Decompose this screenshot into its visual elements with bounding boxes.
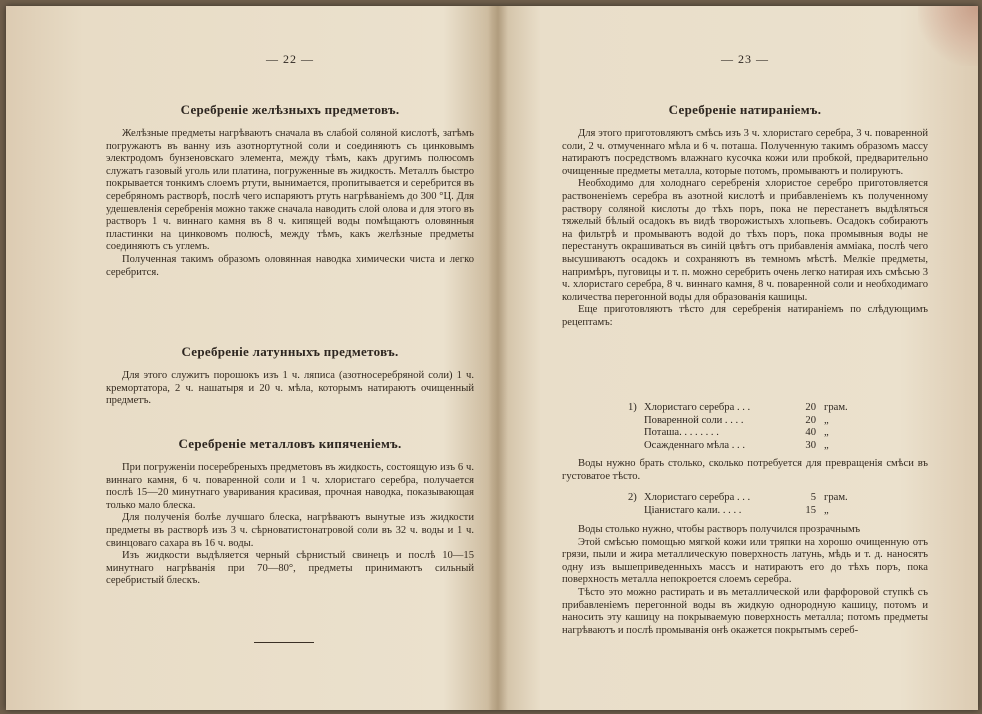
section-heading: Серебренiе натиранiемъ. [668, 102, 822, 117]
paragraph: Для полученiя болѣе лучшаго блеска, нагрѣваютъ вынутые изъ жидкости предметы въ растворѣ изъ 3 ч. сѣрноватистонатровой соли въ 32 ч. воды и 1 ч. свинцоваго сахара въ 16 ч. воды. [106, 512, 474, 549]
paragraph: Полученная такимъ образомъ оловянная наводка химически чиста и легко серебрится. [106, 253, 474, 278]
book-gutter [488, 6, 508, 710]
recipe-num [628, 440, 644, 453]
section-iron [106, 102, 474, 279]
paragraph: Для этого служитъ порошокъ изъ 1 ч. ляписа (азотносеребряной соли) 1 ч. кремортатора, 2 ч. нашатыря и 20 ч. мѣла, которымъ натираютъ очищенный предметъ. [106, 370, 474, 407]
recipe-table-1 [628, 402, 860, 452]
paragraph: Воды нужно брать столько, сколько потребуется для превращенiя смѣси въ густоватое тѣсто. [562, 458, 928, 482]
section-heading: Серебренiе латунныхъ предметовъ. [181, 344, 399, 359]
recipe-ingredient: Цiанистаго кали. . . . . [644, 504, 742, 516]
recipe-num: 2) [628, 492, 637, 503]
right-page [562, 6, 928, 710]
recipe-row [628, 505, 860, 518]
recipe-ingredient: Поташа. . . . . . . . [644, 427, 719, 439]
recipe-num [628, 505, 644, 518]
recipe-row [628, 440, 860, 453]
paragraph: При погруженiи посеребреныхъ предметовъ въ жидкость, состоящую изъ 6 ч. виннаго камня, 6 ч. поваренной соли и 1 ч. хлористаго серебра, получается послѣ 15—20 минутнаго уваривания красивая, прочная наводка, показывающая только мало блеска. [106, 462, 474, 511]
section-rubbing [562, 102, 928, 330]
recipe-row [628, 492, 860, 505]
page-number: — 22 — [266, 52, 314, 66]
left-page [106, 6, 474, 710]
section-boiling [106, 436, 474, 588]
recipe-row [628, 402, 860, 415]
recipe-qty: 20 [805, 402, 816, 413]
recipe-unit: „ [824, 427, 829, 439]
section-heading: Серебренiе металловъ кипяченiемъ. [178, 436, 402, 451]
page-number: — 23 — [721, 52, 769, 66]
recipe-unit: грам. [824, 402, 848, 413]
recipe-unit: „ [824, 504, 829, 516]
closing-rule [254, 642, 314, 643]
recipe-num: 1) [628, 402, 637, 413]
recipe-qty: 20 [805, 414, 816, 426]
recipe-unit: „ [824, 439, 829, 451]
recipe-qty: 15 [805, 504, 816, 516]
paragraph: Желѣзные предметы нагрѣваютъ сначала въ слабой соляной кислотѣ, затѣмъ погружаютъ въ ванну изъ азотнортутной соли и соединяютъ съ цинковымъ электродомъ бунзеновскаго элемента, между тѣмъ, какъ другимъ полюсомъ служатъ газовый уголь или платина, погруженные въ жидкость. Металлъ быстро покрывается тонкимъ слоемъ ртути, вынимается, пропитывается и серебрится въ серебряномъ растворѣ, послѣ чего испаряютъ ртуть нагрѣванiемъ до 300 °Ц. Для удешевленiя серебренiя можно также сначала наводить слой олова и для этого въ растворъ 1 ч. виннаго камня въ 8 ч. кипящей воды помѣщаютъ оловянныя пластинки на цинковомъ полюсѣ, между тѣмъ, какъ желѣзные предметы соединяютъ съ углемъ. [106, 128, 474, 253]
section-brass [106, 344, 474, 408]
recipe-ingredient: Хлористаго серебра . . . [644, 492, 751, 503]
recipe-num [628, 427, 644, 440]
paragraph: Изъ жидкости выдѣляется черный сѣрнистый свинецъ и послѣ 10—15 минутнаго нагрѣванiя при 70—80°, предметы принимаютъ сильный серебристый блескъ. [106, 550, 474, 587]
recipe-ingredient: Поваренной соли . . . . [644, 414, 744, 426]
recipe-ingredient: Осажденнаго мѣла . . . [644, 439, 745, 451]
recipe-ingredient: Хлористаго серебра . . . [644, 402, 751, 413]
paragraph: Воды столько нужно, чтобы растворъ получился прозрачнымъ [578, 524, 861, 535]
recipe-num [628, 415, 644, 428]
recipe-unit: „ [824, 414, 829, 426]
recipe-table-2 [628, 492, 860, 517]
recipe-qty: 5 [810, 492, 816, 503]
paragraph: Еще приготовляютъ тѣсто для серебренiя натиранiемъ по слѣдующимъ рецептамъ: [562, 304, 928, 328]
recipe-qty: 40 [805, 427, 816, 439]
recipe-unit: грам. [824, 492, 848, 503]
paragraph: Этой смѣсью помощью мягкой кожи или тряпки на хорошо очищенную отъ грязи, пыли и жира металлическую поверхность латунь, мѣдь и т. д. наносятъ одну изъ вышеприведенныхъ массъ и натираютъ его до тѣхъ поръ, пока поверхность металла непокроется слоемъ серебра. [562, 536, 928, 586]
section-rubbing-cont [562, 524, 928, 637]
paragraph: Для этого приготовляютъ смѣсь изъ 3 ч. хлористаго серебра, 3 ч. поваренной соли, 2 ч. отмученнаго мѣла и 6 ч. поташа. Полученную такимъ образомъ массу натираютъ посредствомъ влажнаго кусочка кожи или пробкой, предварительно очищенные предметы металла, которые потомъ, промываютъ и полируютъ. [562, 128, 928, 177]
section-heading: Серебренiе желѣзныхъ предметовъ. [180, 102, 400, 117]
recipe-row [628, 427, 860, 440]
water-note [562, 458, 928, 483]
book-spread [6, 6, 978, 710]
recipe-row [628, 415, 860, 428]
paragraph: Необходимо для холоднаго серебренiя хлористое серебро приготовляется раствоненiемъ серебра въ азотной кислотѣ и прибавленiемъ къ полученному раствору соляной кислоты до тѣхъ поръ, пока не перестанетъ выдѣляться тяжелый бѣлый осадокъ въ видѣ творожистыхъ хлопьевъ. Осадокъ собираютъ на фильтрѣ и промываютъ водой до тѣхъ поръ, пока промывныя воды не перестанутъ окрашиваться въ синiй цвѣтъ отъ прибавленiя амміака, послѣ чего высушиваютъ осадокъ и сохраняютъ въ темномъ мѣстѣ. Мелкiе предметы, напримѣръ, пуговицы и т. п. можно серебрить очень легко натирая ихъ смѣсью 3 ч. хлористаго серебра, 8 ч. виннаго камня, 8 ч. поваренной соли и необходимаго количества перегонной воды для образованiя кашицы. [562, 178, 928, 303]
paragraph: Тѣсто это можно растирать и въ металлической или фарфоровой ступкѣ съ прибавленiемъ перегонной воды въ жидкую однородную кашицу, потомъ и наносить эту кашицу на покрываемую поверхность металла; потомъ предметы нагрѣваютъ и послѣ промыванiя онѣ окажется покрытымъ сереб- [562, 586, 928, 636]
recipe-qty: 30 [805, 439, 816, 451]
